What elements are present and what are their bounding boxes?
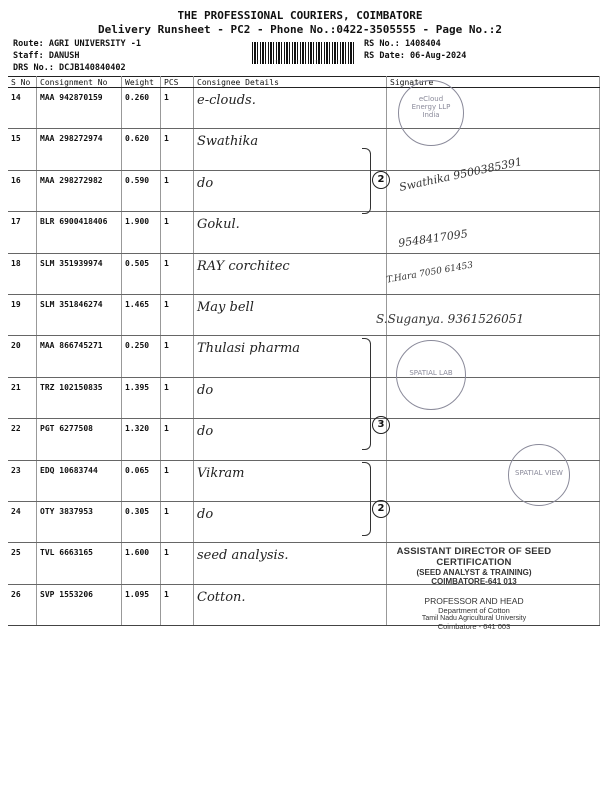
barcode bbox=[252, 42, 356, 64]
cell-pcs-text: 1 bbox=[164, 506, 169, 516]
cell-details bbox=[194, 543, 387, 584]
route-label: Route: AGRI UNIVERSITY -1 bbox=[13, 39, 141, 49]
cell-sno bbox=[8, 543, 37, 584]
cell-weight bbox=[122, 170, 161, 211]
cell-details-text: seed analysis. bbox=[197, 548, 289, 564]
cell-pcs-text: 1 bbox=[164, 134, 169, 144]
cell-consignment bbox=[37, 336, 122, 377]
cell-consignment-text: BLR 6900418406 bbox=[40, 217, 108, 227]
cell-details-text: Cotton. bbox=[197, 589, 246, 605]
cell-sno-text: 16 bbox=[11, 175, 21, 185]
cell-pcs bbox=[161, 253, 194, 294]
cell-sno bbox=[8, 294, 37, 335]
cell-details-text: do bbox=[197, 382, 214, 398]
cell-pcs-text: 1 bbox=[164, 548, 169, 558]
cell-pcs-text: 1 bbox=[164, 465, 169, 475]
cell-pcs-text: 1 bbox=[164, 382, 169, 392]
cell-weight bbox=[122, 460, 161, 501]
cell-weight-text: 0.250 bbox=[125, 341, 150, 351]
cell-sno bbox=[8, 212, 37, 253]
cell-sno bbox=[8, 129, 37, 170]
cell-consignment bbox=[37, 88, 122, 129]
cell-sno-text: 24 bbox=[11, 506, 21, 516]
cell-consignment-text: SLM 351939974 bbox=[40, 258, 103, 268]
cell-details bbox=[194, 584, 387, 625]
seal-line: ASSISTANT DIRECTOR OF SEED CERTIFICATION bbox=[396, 546, 552, 568]
cell-weight-text: 0.620 bbox=[125, 134, 150, 144]
cell-weight-text: 1.395 bbox=[125, 382, 150, 392]
cell-weight bbox=[122, 501, 161, 542]
cell-sno bbox=[8, 419, 37, 460]
cell-pcs-text: 1 bbox=[164, 93, 169, 102]
official-seal bbox=[374, 546, 574, 631]
cell-signature bbox=[387, 501, 600, 542]
runsheet-subtitle: Delivery Runsheet - PC2 - Phone No.:0422-3505555 - Page No.:2 bbox=[98, 23, 502, 36]
cell-weight bbox=[122, 88, 161, 129]
cell-pcs bbox=[161, 294, 194, 335]
cell-sno-text: 18 bbox=[11, 258, 21, 268]
cell-sno bbox=[8, 460, 37, 501]
cell-consignment bbox=[37, 294, 122, 335]
signature-note: S.Suganya. 9361526051 bbox=[376, 312, 525, 326]
cell-weight bbox=[122, 253, 161, 294]
stamp-text: SPATIAL LAB bbox=[409, 369, 453, 377]
cell-pcs bbox=[161, 377, 194, 418]
table-row bbox=[8, 212, 600, 253]
cell-consignment-text: MAA 942870159 bbox=[40, 93, 103, 102]
cell-weight-text: 0.505 bbox=[125, 258, 150, 268]
cell-weight-text: 1.465 bbox=[125, 299, 150, 309]
cell-details bbox=[194, 170, 387, 211]
signature-note: 9548417095 bbox=[397, 227, 469, 250]
cell-pcs-text: 1 bbox=[164, 341, 169, 351]
cell-pcs-text: 1 bbox=[164, 589, 169, 599]
cell-pcs bbox=[161, 501, 194, 542]
cell-sno bbox=[8, 377, 37, 418]
cell-weight bbox=[122, 336, 161, 377]
group-count: 2 bbox=[372, 171, 390, 189]
table-row bbox=[8, 419, 600, 460]
cell-consignment-text: MAA 298272982 bbox=[40, 175, 103, 185]
group-count: 2 bbox=[372, 500, 390, 518]
cell-consignment bbox=[37, 377, 122, 418]
cell-details-text: do bbox=[197, 424, 214, 440]
cell-weight-text: 1.095 bbox=[125, 589, 150, 599]
cell-consignment-text: TRZ 102150835 bbox=[40, 382, 103, 392]
cell-details-text: Thulasi pharma bbox=[197, 341, 301, 357]
cell-weight-text: 0.590 bbox=[125, 175, 150, 185]
cell-weight bbox=[122, 129, 161, 170]
cell-weight bbox=[122, 419, 161, 460]
cell-weight bbox=[122, 584, 161, 625]
cell-pcs-text: 1 bbox=[164, 217, 169, 227]
table-row bbox=[8, 501, 600, 542]
seal-line: Coimbatore - 641 003 bbox=[437, 622, 511, 631]
cell-sno bbox=[8, 336, 37, 377]
cell-weight-text: 1.600 bbox=[125, 548, 150, 558]
cell-details bbox=[194, 460, 387, 501]
company-stamp bbox=[396, 340, 466, 410]
group-brace bbox=[362, 148, 371, 214]
cell-details-text: do bbox=[197, 175, 214, 191]
cell-details-text: Gokul. bbox=[197, 217, 240, 233]
group-brace bbox=[362, 462, 371, 536]
cell-consignment-text: OTY 3837953 bbox=[40, 506, 93, 516]
cell-consignment-text: MAA 298272974 bbox=[40, 134, 103, 144]
cell-details-text: RAY corchitec bbox=[197, 258, 290, 274]
cell-consignment-text: SLM 351846274 bbox=[40, 299, 103, 309]
cell-details bbox=[194, 129, 387, 170]
cell-consignment-text: MAA 866745271 bbox=[40, 341, 103, 351]
cell-consignment bbox=[37, 584, 122, 625]
table-row bbox=[8, 336, 600, 377]
cell-sno-text: 23 bbox=[11, 465, 21, 475]
cell-details-text: e-clouds. bbox=[197, 93, 256, 108]
cell-sno-text: 19 bbox=[11, 299, 21, 309]
col-header-weight: Weight bbox=[122, 77, 161, 88]
cell-sno bbox=[8, 253, 37, 294]
col-header-consignment: Consignment No bbox=[37, 77, 122, 88]
cell-weight bbox=[122, 294, 161, 335]
staff-label: Staff: DANUSH bbox=[13, 51, 80, 61]
table-row bbox=[8, 170, 600, 211]
cell-details bbox=[194, 212, 387, 253]
cell-sno-text: 20 bbox=[11, 341, 21, 351]
cell-details bbox=[194, 253, 387, 294]
col-header-pcs: PCS bbox=[161, 77, 194, 88]
cell-sno-text: 14 bbox=[11, 93, 21, 102]
seal-line: (SEED ANALYST & TRAINING) bbox=[416, 568, 532, 577]
cell-details-text: do bbox=[197, 506, 214, 522]
cell-consignment bbox=[37, 129, 122, 170]
cell-details bbox=[194, 377, 387, 418]
cell-consignment bbox=[37, 543, 122, 584]
drs-number: DRS No.: DCJB140840402 bbox=[13, 63, 126, 73]
rs-date: RS Date: 06-Aug-2024 bbox=[364, 51, 467, 61]
cell-consignment bbox=[37, 170, 122, 211]
table-row bbox=[8, 253, 600, 294]
seal-line: Tamil Nadu Agricultural University bbox=[421, 615, 527, 622]
cell-details bbox=[194, 419, 387, 460]
seal-line: PROFESSOR AND HEAD bbox=[424, 596, 524, 606]
col-header-details: Consignee Details bbox=[194, 77, 387, 88]
cell-pcs bbox=[161, 212, 194, 253]
cell-weight bbox=[122, 377, 161, 418]
cell-consignment bbox=[37, 419, 122, 460]
cell-details bbox=[194, 336, 387, 377]
cell-consignment-text: EDQ 10683744 bbox=[40, 465, 98, 475]
cell-details-text: Vikram bbox=[197, 465, 245, 481]
table-row bbox=[8, 377, 600, 418]
cell-sno bbox=[8, 88, 37, 129]
cell-details bbox=[194, 294, 387, 335]
company-stamp bbox=[398, 80, 464, 146]
cell-weight-text: 1.320 bbox=[125, 424, 150, 434]
stamp-text: SPATIAL VIEW bbox=[515, 469, 563, 477]
group-brace bbox=[362, 338, 371, 450]
company-title: THE PROFESSIONAL COURIERS, COIMBATORE bbox=[177, 9, 423, 22]
cell-sno-text: 17 bbox=[11, 217, 21, 227]
cell-weight bbox=[122, 543, 161, 584]
cell-pcs bbox=[161, 336, 194, 377]
cell-weight-text: 0.305 bbox=[125, 506, 150, 516]
cell-sno-text: 26 bbox=[11, 589, 21, 599]
cell-pcs bbox=[161, 88, 194, 129]
stamp-text: India bbox=[422, 111, 440, 119]
cell-consignment bbox=[37, 501, 122, 542]
cell-pcs bbox=[161, 170, 194, 211]
cell-signature bbox=[387, 419, 600, 460]
col-header-sno: S No bbox=[8, 77, 37, 88]
cell-pcs bbox=[161, 584, 194, 625]
cell-pcs bbox=[161, 543, 194, 584]
stamp-text: Energy LLP bbox=[411, 103, 451, 111]
signature-note: T.Hara 7050 61453 bbox=[385, 260, 474, 286]
cell-consignment-text: PGT 6277508 bbox=[40, 424, 93, 434]
cell-consignment bbox=[37, 212, 122, 253]
signature-note: Swathika 9500385391 bbox=[398, 155, 524, 194]
cell-consignment-text: TVL 6663165 bbox=[40, 548, 93, 558]
table-header-row bbox=[8, 77, 600, 88]
stamp-text: eCloud bbox=[418, 95, 444, 103]
cell-sno-text: 22 bbox=[11, 424, 21, 434]
cell-sno-text: 21 bbox=[11, 382, 21, 392]
cell-pcs-text: 1 bbox=[164, 258, 169, 268]
cell-sno bbox=[8, 501, 37, 542]
cell-weight-text: 0.065 bbox=[125, 465, 150, 475]
group-count: 3 bbox=[372, 416, 390, 434]
col-header-signature: Signature bbox=[387, 77, 600, 88]
cell-consignment-text: SVP 1553206 bbox=[40, 589, 93, 599]
seal-line: COIMBATORE-641 013 bbox=[431, 577, 517, 586]
cell-consignment bbox=[37, 253, 122, 294]
cell-pcs-text: 1 bbox=[164, 299, 169, 309]
seal-line: Department of Cotton bbox=[438, 606, 510, 615]
cell-consignment bbox=[37, 460, 122, 501]
cell-sno-text: 15 bbox=[11, 134, 21, 144]
cell-details-text: Swathika bbox=[197, 134, 259, 150]
cell-details bbox=[194, 88, 387, 129]
cell-pcs bbox=[161, 460, 194, 501]
cell-weight bbox=[122, 212, 161, 253]
company-stamp bbox=[508, 444, 570, 506]
cell-sno bbox=[8, 584, 37, 625]
rs-number: RS No.: 1408404 bbox=[364, 39, 441, 49]
cell-pcs bbox=[161, 129, 194, 170]
cell-details-text: May bell bbox=[197, 299, 254, 315]
cell-weight-text: 0.260 bbox=[125, 93, 150, 102]
cell-details bbox=[194, 501, 387, 542]
cell-sno bbox=[8, 170, 37, 211]
cell-pcs-text: 1 bbox=[164, 424, 169, 434]
table-row bbox=[8, 88, 600, 129]
cell-weight-text: 1.900 bbox=[125, 217, 150, 227]
cell-pcs bbox=[161, 419, 194, 460]
cell-sno-text: 25 bbox=[11, 548, 21, 558]
cell-pcs-text: 1 bbox=[164, 175, 169, 185]
